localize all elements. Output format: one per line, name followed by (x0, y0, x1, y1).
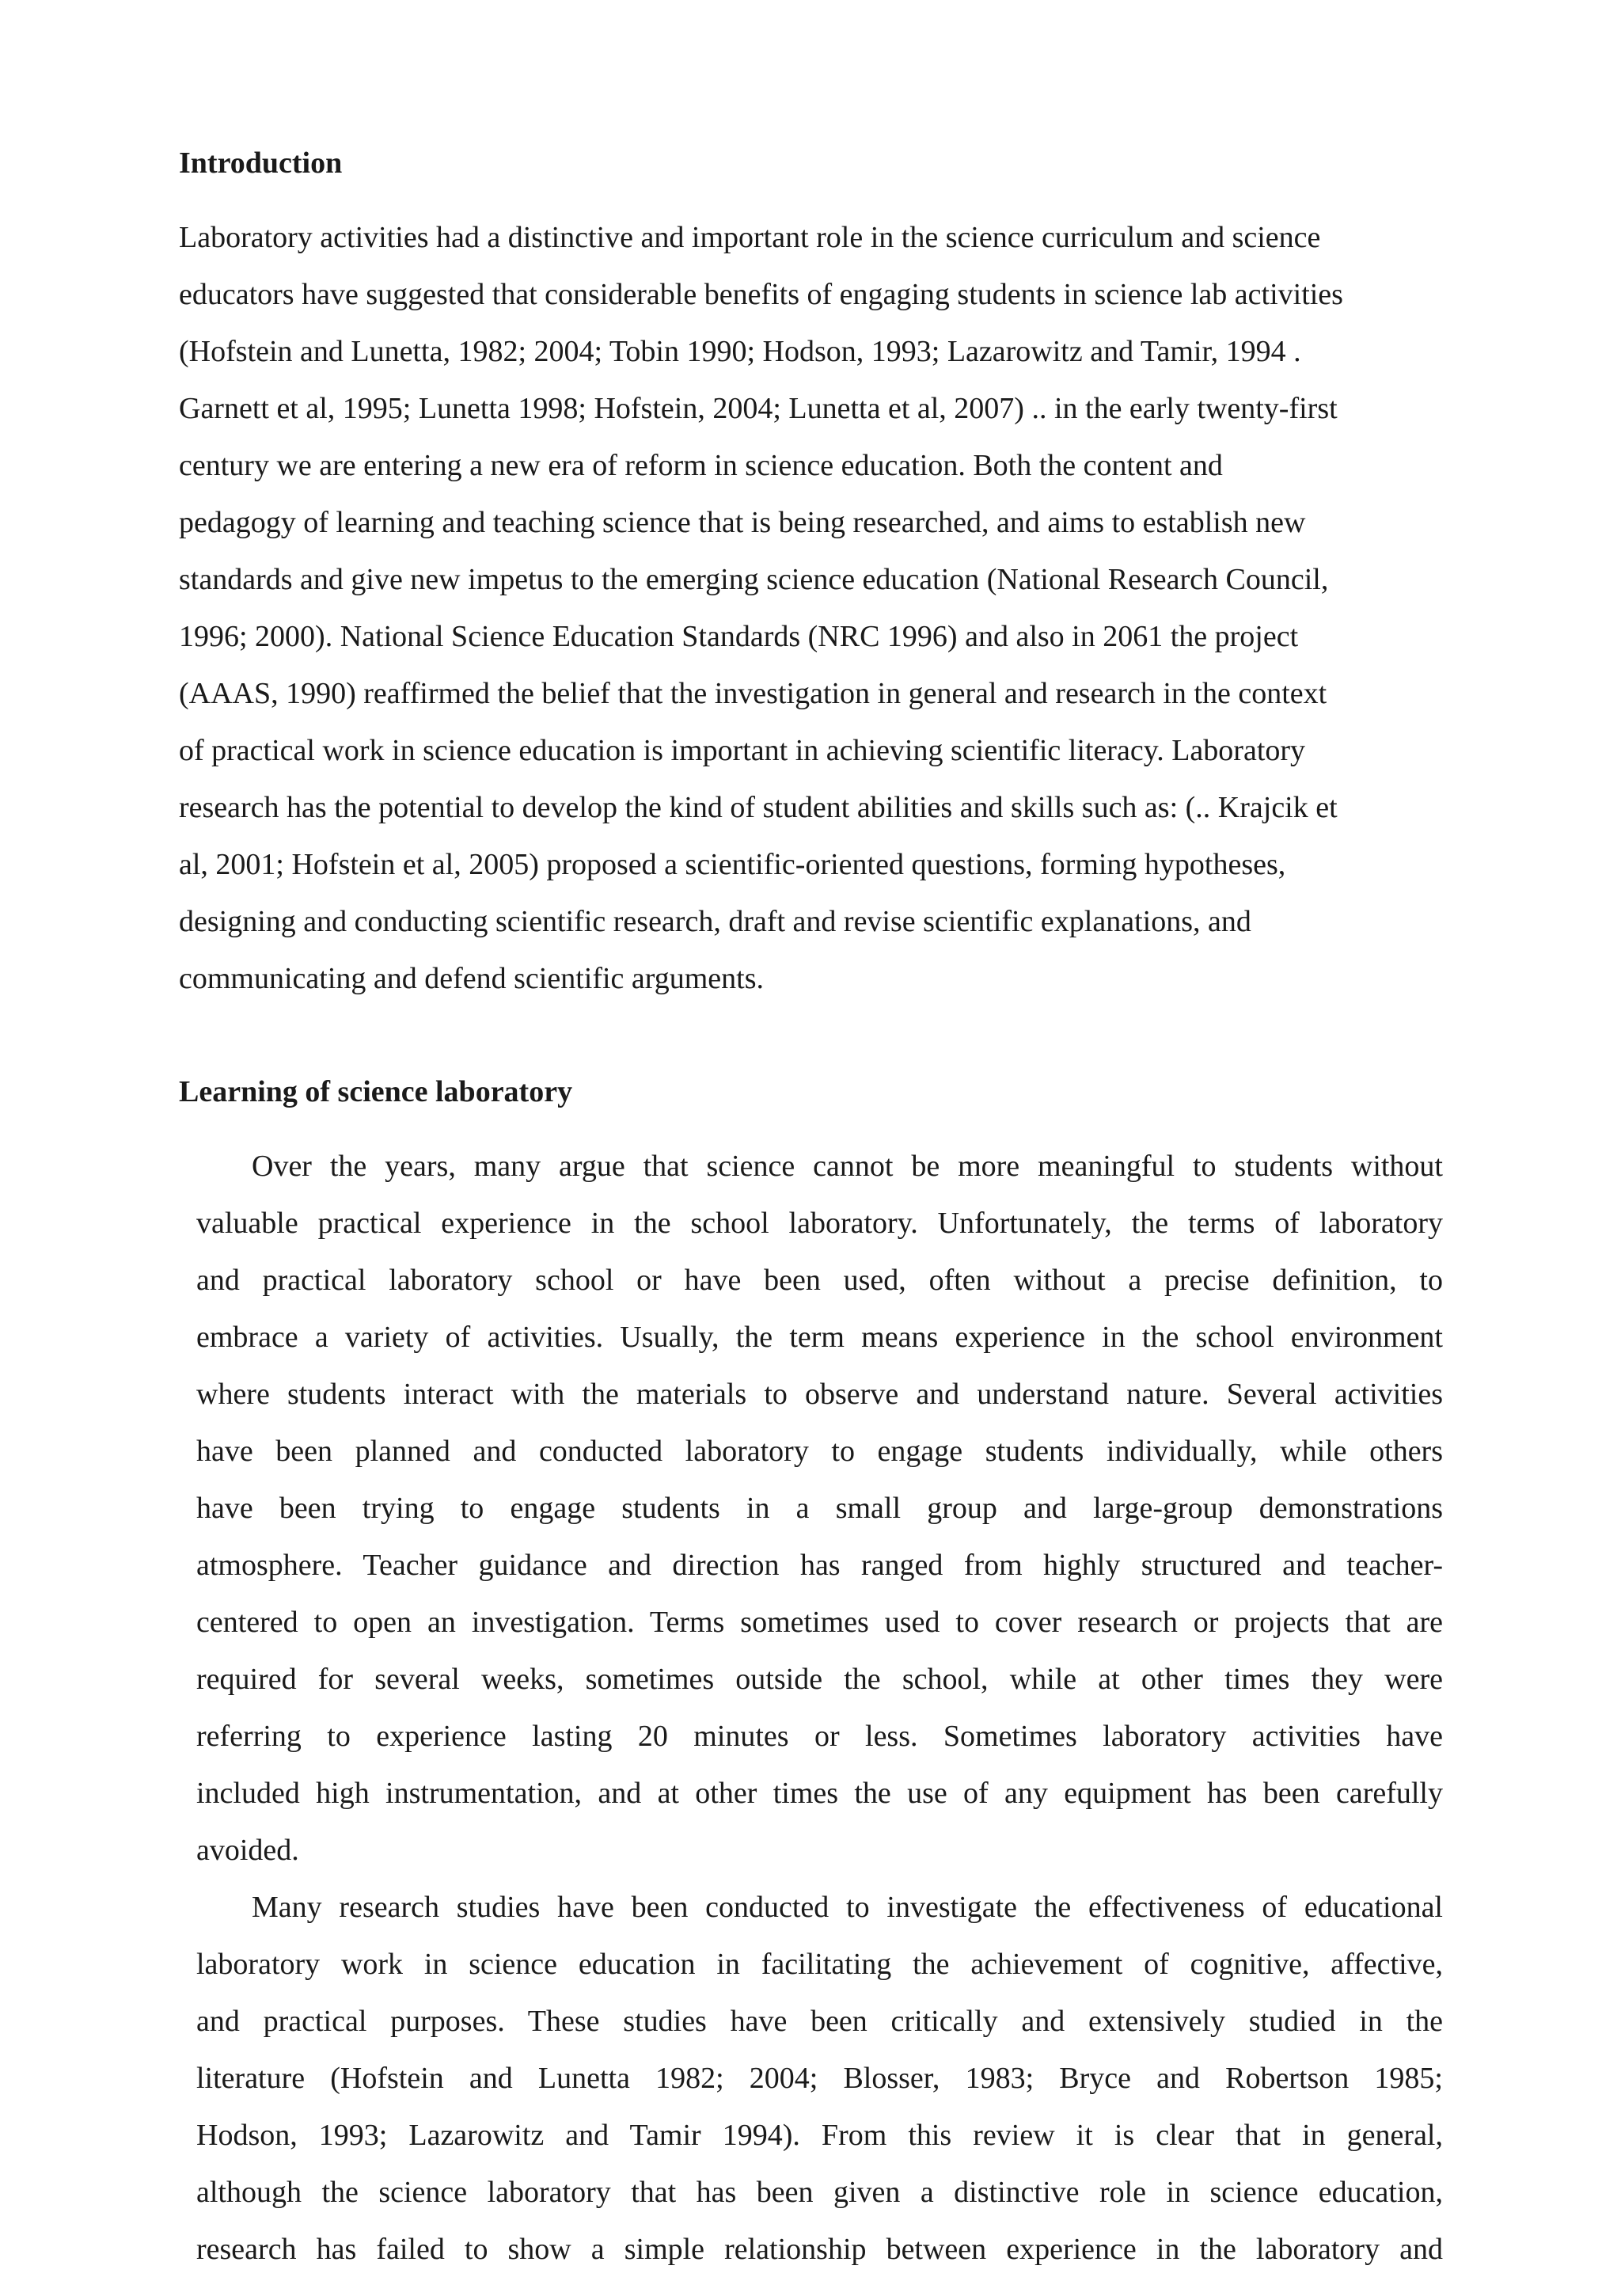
text-line: Hodson, 1993; Lazarowitz and Tamir 1994). From this review it is clear that in general, (196, 2119, 1443, 2152)
text-line: research has failed to show a simple relationship between experience in the laboratory and (196, 2233, 1443, 2266)
text-line: and practical purposes. These studies have been critically and extensively studied in the (196, 2005, 1443, 2038)
text-line: standards and give new impetus to the emerging science education (National Research Council, (179, 563, 1329, 596)
text-line: embrace a variety of activities. Usually, the term means experience in the school environment (196, 1321, 1443, 1354)
text-line: avoided. (196, 1834, 299, 1867)
text-line: designing and conducting scientific research, draft and revise scientific explanations, and (179, 905, 1251, 938)
text-line: valuable practical experience in the school laboratory. Unfortunately, the terms of laboratory (196, 1207, 1443, 1240)
text-line: have been planned and conducted laboratory to engage students individually, while others (196, 1435, 1443, 1468)
text-line: where students interact with the materials to observe and understand nature. Several activities (196, 1378, 1443, 1411)
text-line: al, 2001; Hofstein et al, 2005) proposed a scientific-oriented questions, forming hypotheses, (179, 848, 1286, 881)
text-line: included high instrumentation, and at other times the use of any equipment has been carefully (196, 1777, 1443, 1810)
text-line: laboratory work in science education in facilitating the achievement of cognitive, affective, (196, 1948, 1443, 1981)
section-heading-introduction: Introduction (179, 146, 343, 180)
text-line: century we are entering a new era of reform in science education. Both the content and (179, 449, 1223, 482)
text-line: atmosphere. Teacher guidance and direction has ranged from highly structured and teacher- (196, 1549, 1443, 1582)
text-line: and practical laboratory school or have been used, often without a precise definition, to (196, 1264, 1443, 1297)
text-line: Over the years, many argue that science cannot be more meaningful to students without (252, 1150, 1443, 1183)
text-line: 1996; 2000). National Science Education Standards (NRC 1996) and also in 2061 the project (179, 620, 1299, 653)
text-line: referring to experience lasting 20 minutes or less. Sometimes laboratory activities have (196, 1720, 1443, 1753)
text-line: although the science laboratory that has been given a distinctive role in science education, (196, 2176, 1443, 2209)
text-line: of practical work in science education is important in achieving scientific literacy. Laboratory (179, 734, 1306, 767)
text-line: Many research studies have been conducted to investigate the effectiveness of educational (252, 1891, 1443, 1924)
text-line: required for several weeks, sometimes outside the school, while at other times they were (196, 1663, 1443, 1696)
text-line: communicating and defend scientific arguments. (179, 962, 765, 995)
text-line: research has the potential to develop the kind of student abilities and skills such as: (.. Krajcik et (179, 791, 1338, 824)
text-line: (Hofstein and Lunetta, 1982; 2004; Tobin 1990; Hodson, 1993; Lazarowitz and Tamir, 1994 . (179, 335, 1301, 368)
text-line: educators have suggested that considerable benefits of engaging students in science lab activities (179, 278, 1343, 311)
text-line: centered to open an investigation. Terms sometimes used to cover research or projects that are (196, 1606, 1443, 1639)
text-line: have been trying to engage students in a small group and large-group demonstrations (196, 1492, 1443, 1525)
section-heading-learning-of-science-laboratory: Learning of science laboratory (179, 1075, 573, 1108)
text-line: literature (Hofstein and Lunetta 1982; 2004; Blosser, 1983; Bryce and Robertson 1985; (196, 2062, 1443, 2095)
text-line: (AAAS, 1990) reaffirmed the belief that the investigation in general and research in the context (179, 677, 1327, 710)
text-line: Garnett et al, 1995; Lunetta 1998; Hofstein, 2004; Lunetta et al, 2007) .. in the early twenty-first (179, 392, 1338, 425)
text-line: Laboratory activities had a distinctive and important role in the science curriculum and science (179, 221, 1321, 254)
text-line: pedagogy of learning and teaching science that is being researched, and aims to establish new (179, 506, 1306, 539)
